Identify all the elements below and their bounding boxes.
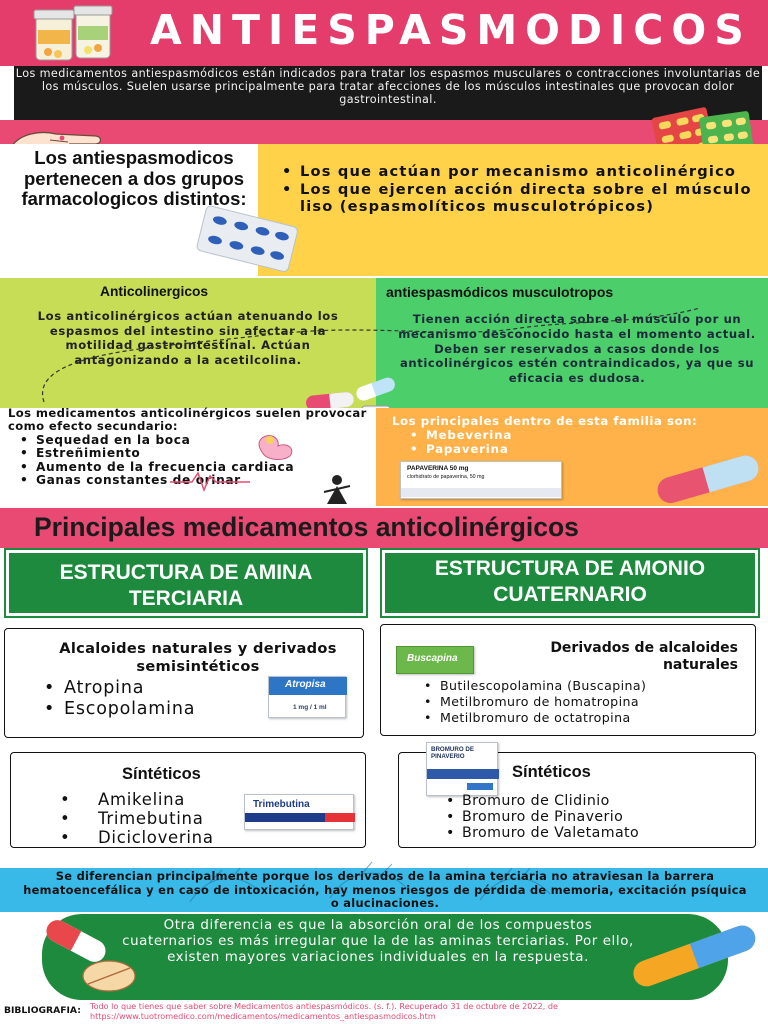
list-item: • Escopolamina — [44, 699, 195, 720]
product-chip — [467, 783, 493, 790]
list-item: • Amikelina — [60, 790, 214, 809]
capsule-pink-icon — [650, 452, 768, 506]
family-list — [410, 428, 512, 456]
product-band-accent — [325, 813, 355, 822]
list-item: • Bromuro de Clidinio — [446, 793, 639, 809]
groups-list — [282, 163, 752, 216]
amonio-cuaternario-box: ESTRUCTURA DE AMONIO CUATERNARIO — [382, 550, 758, 616]
alcaloides-list — [44, 678, 195, 720]
list-item: • Estreñimiento — [20, 447, 320, 460]
list-item: • Los que ejercen acción directa sobre el músculo liso (espasmolíticos musculotrópicos) — [282, 181, 752, 215]
list-item: • Diciclоverina — [60, 828, 214, 847]
product-label: PAPAVERINA 50 mg — [407, 465, 469, 472]
list-item: • Butilescopolamina (Buscapina) — [424, 678, 646, 694]
list-item: • Atropina — [44, 678, 195, 699]
bibliography-text: Todo lo que tienes que saber sobre Medicamentos antiespasmódicos. (s. f.). Recuperado 31 de octubre de 2022, de https://www.tuotromedico.com/medicamentos/medicamentos_antiespasmodicos.htm — [90, 1001, 558, 1021]
atropisa-product-image — [268, 676, 346, 718]
sinteticos-amina-title: Síntéticos — [122, 765, 201, 783]
alcaloides-title: Alcaloides naturales y derivados semisintéticos — [59, 640, 337, 675]
list-item: • Mebeverina — [410, 428, 512, 442]
side-effects-title: Los medicamentos anticolinérgicos suelen provocar como efecto secundario: — [8, 406, 367, 433]
difference-text: Se diferencian principalmente porque los derivados de la amina terciaria no atraviesan la barrera hematoencefálica y en caso de intoxicación, hay menos riesgos de pérdida de memoria, excitación psíquica o alucinaciones. — [23, 869, 747, 910]
product-name: Trimebutina — [253, 799, 310, 810]
anticolinergicos-heading: Anticolinergicos — [100, 284, 209, 299]
heartbeat-line-icon — [170, 470, 250, 492]
product-band — [427, 769, 499, 779]
list-item: • Metilbromuro de homatropina — [424, 694, 646, 710]
list-item: • Trimebutina — [60, 809, 214, 828]
person-toilet-icon — [318, 474, 356, 506]
list-item: • Metilbromuro de octatropina — [424, 710, 646, 726]
musculotropos-text: Tienen acción directa sobre el músculo por un mecanismo desconocido hasta el momento actual. Deben ser reservados a casos donde los anticolinérgicos estén contraindicados, ya que su eficacia es dudosa. — [398, 312, 756, 386]
product-sub-label: clorhidrato de papaverina, 50 mg — [407, 474, 485, 480]
list-item: • Bromuro de Pinaverio — [446, 809, 639, 825]
page-title: ANTIESPASMODICOS — [150, 6, 752, 54]
trimebutina-product-image — [244, 794, 354, 830]
product-name: BROMURO DE PINAVERIO — [431, 746, 474, 760]
oral-absorption-text: Otra diferencia es que la absorción oral de los compuestos cuaternarios es más irregular que la de las aminas terciarias. Por ello, existen mayores variaciones individuales en la respuesta. — [122, 918, 634, 965]
musculotropos-heading: antiespasmódicos musculotropos — [386, 284, 614, 300]
capsule-blue-orange-icon — [624, 926, 764, 984]
intro-text: Los medicamentos antiespasmódicos están indicados para tratar los espasmos musculares o contracciones involuntarias de los músculos. Suelen usarse principalmente para tratar afecciones de los músculos intestinales que provocan dolor gastrointestinal. — [14, 66, 762, 120]
product-stripe — [401, 488, 561, 497]
amina-terciaria-box: ESTRUCTURA DE AMINA TERCIARIA — [6, 550, 366, 616]
pill-bottles-icon — [30, 4, 120, 62]
stomach-icon — [256, 432, 298, 462]
product-dose: 1 mg / 1 ml — [293, 704, 327, 711]
list-item: • Ganas constantes de orinar — [20, 474, 320, 487]
groups-title: Los antiespasmodicos pertenecen a dos grupos farmacologicos distintos: — [21, 147, 247, 209]
papaverina-product-image — [400, 461, 562, 499]
family-title: Los principales dentro de esta familia son: — [392, 414, 698, 428]
bromuro-product-image — [426, 742, 498, 796]
sinteticos-amonio-title: Síntéticos — [512, 763, 591, 781]
derivados-title: Derivados de alcaloides naturales — [550, 640, 738, 673]
sinteticos-amina-list — [60, 790, 214, 847]
list-item: • Sequedad en la boca — [20, 434, 320, 447]
anticolinergicos-text: Los anticolinérgicos actúan atenuando los espasmos del intestino sin afectar a la motilidad gastrointestinal. Actúan antagonizando a la acetilcolina. — [37, 309, 339, 367]
buscapina-product-image — [396, 646, 474, 674]
sinteticos-amonio-list — [446, 793, 639, 841]
product-name: Atropisa — [285, 679, 326, 690]
list-item: • Aumento de la frecuencia cardiaca — [20, 461, 320, 474]
list-item: • Los que actúan por mecanismo anticolinérgico — [282, 163, 752, 180]
list-item: • Bromuro de Valetamato — [446, 825, 639, 841]
product-name: Buscapina — [407, 653, 458, 664]
principal-title: Principales medicamentos anticolinérgicos — [34, 512, 579, 542]
list-item: • Papaverina — [410, 442, 512, 456]
derivados-list — [424, 678, 646, 726]
bibliography-label: BIBLIOGRAFIA: — [4, 1005, 81, 1016]
